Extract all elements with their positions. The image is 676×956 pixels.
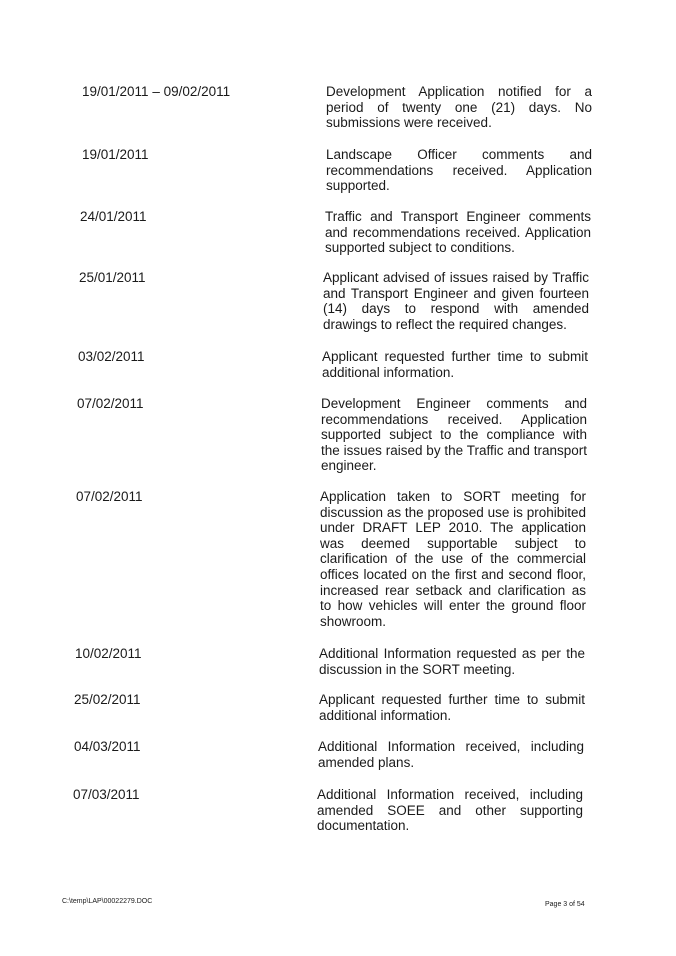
entry-description: Traffic and Transport Engineer comments and recommendations received. Application supported subject to conditions.: [325, 209, 591, 256]
entry-date: 24/01/2011: [80, 209, 147, 224]
entry-date: 19/01/2011 – 09/02/2011: [82, 84, 231, 99]
entry-description: Development Application notified for a period of twenty one (21) days. No submissions were received.: [326, 84, 592, 131]
entry-date: 10/02/2011: [75, 646, 142, 661]
entry-description: Additional Information received, including amended SOEE and other supporting documentation.: [317, 787, 583, 834]
entry-description: Applicant requested further time to submit additional information.: [322, 349, 588, 380]
entry-description: Applicant requested further time to submit additional information.: [319, 692, 585, 723]
entry-date: 19/01/2011: [82, 147, 149, 162]
entry-description: Development Engineer comments and recommendations received. Application supported subject to the compliance with the issues raised by the Traffic and transport engineer.: [321, 396, 587, 474]
entry-date: 03/02/2011: [78, 349, 145, 364]
entry-description: Application taken to SORT meeting for discussion as the proposed use is prohibited under DRAFT LEP 2010. The application was deemed supportable subject to clarification of the use of the commercial offices located on the first and second floor, increased rear setback and clarification as to how vehicles will enter the ground floor showroom.: [320, 489, 586, 629]
footer-file-path: C:\temp\LAP\00022279.DOC: [62, 898, 153, 905]
entry-date: 07/02/2011: [77, 396, 144, 411]
footer-page-number: Page 3 of 54: [545, 901, 585, 908]
entry-date: 25/01/2011: [79, 270, 146, 285]
entry-date: 04/03/2011: [74, 739, 141, 754]
entry-description: Additional Information requested as per the discussion in the SORT meeting.: [319, 646, 585, 677]
entry-description: Landscape Officer comments and recommendations received. Application supported.: [326, 147, 592, 194]
entry-date: 25/02/2011: [74, 692, 141, 707]
entry-description: Applicant advised of issues raised by Traffic and Transport Engineer and given fourteen (14) days to respond with amended drawings to reflect the required changes.: [323, 270, 589, 332]
entry-description: Additional Information received, including amended plans.: [318, 739, 584, 770]
entry-date: 07/02/2011: [76, 489, 143, 504]
entry-date: 07/03/2011: [73, 787, 140, 802]
